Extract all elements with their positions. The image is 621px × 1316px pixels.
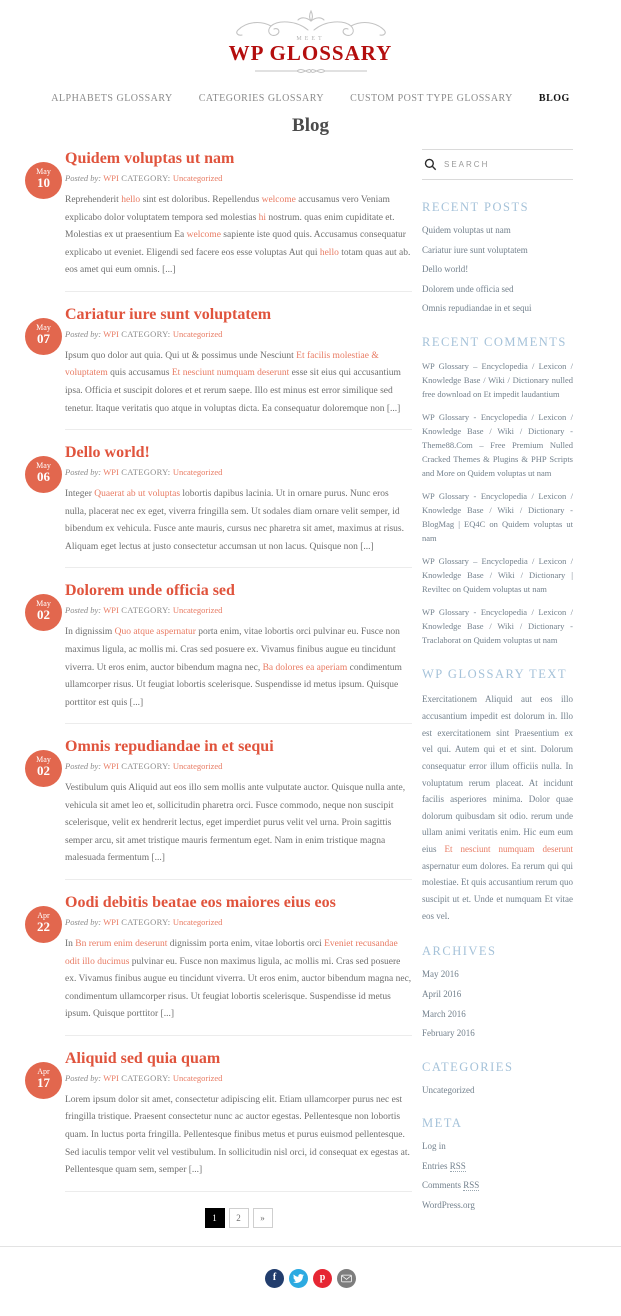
site-footer (0, 1246, 621, 1316)
nav-item-custom-post-type-glossary[interactable]: CUSTOM POST TYPE GLOSSARY (350, 93, 513, 105)
content (36, 149, 574, 1238)
social-icons (0, 1269, 621, 1288)
post-title-link[interactable]: Aliquid sed quia quam (65, 1049, 221, 1067)
excerpt-link[interactable]: Ba dolores ea aperiam (262, 662, 348, 673)
post-date-badge (25, 162, 62, 199)
post-title-link[interactable]: Oodi debitis beatae eos maiores eius eos (65, 894, 336, 912)
post-title (65, 893, 412, 913)
post (36, 581, 412, 724)
recent-post-link[interactable]: Dolorem unde officia sed (422, 283, 514, 294)
excerpt-link[interactable]: hello (319, 247, 339, 258)
badge-day: 06 (37, 469, 50, 485)
category-label: CATEGORY: (118, 467, 173, 478)
archive-link[interactable]: April 2016 (422, 988, 462, 999)
meta-link-item[interactable]: Entries RSS (422, 1160, 466, 1171)
post-meta (65, 917, 412, 927)
excerpt-link[interactable]: Eveniet recusandae odit illo ducimus (65, 939, 398, 967)
pagination (65, 1208, 412, 1228)
category-link[interactable]: Uncategorized (422, 1084, 475, 1095)
excerpt-link[interactable]: hi (258, 212, 267, 223)
posted-by-label: Posted by: (65, 467, 104, 478)
rss-abbr: RSS (463, 1180, 480, 1191)
badge-day: 07 (37, 330, 50, 346)
post-title (65, 581, 412, 601)
archives-list (422, 968, 573, 1039)
site-header (0, 0, 621, 76)
post-date-badge (25, 750, 62, 787)
post-meta (65, 605, 412, 615)
excerpt-link[interactable]: Quaerat ab ut voluptas (94, 489, 181, 500)
post-title-link[interactable]: Quidem voluptas ut nam (65, 150, 235, 168)
post-meta (65, 173, 412, 183)
post-category-link[interactable]: Uncategorized (172, 917, 223, 928)
pagination-item[interactable]: 2 (229, 1208, 249, 1228)
post-excerpt: Reprehenderit hello sint est doloribus. Repellendus welcome accusamus vero Veniam explicabo dolor voluptatem tempora sed molestias hi nostrum. quas enim cupiditate et. Molestias ex ut praesentium Ea welcome sapiente iste quod quis. Accusamus consequatur explicabo ut eveniet. Eligendi sed facere eos esse voluptas Aut qui hello totam quas aut ab. eos amet qui eum omnis. [...] (65, 195, 411, 276)
post-title-link[interactable]: Dello world! (65, 444, 150, 462)
post-date-badge (25, 906, 62, 943)
badge-month: May (36, 167, 51, 177)
post-author-link[interactable]: WPI (103, 761, 119, 772)
pinterest-icon[interactable] (313, 1269, 332, 1288)
meta-link-item[interactable]: Log in (422, 1141, 446, 1152)
meta-link-item[interactable]: WordPress.org (422, 1200, 475, 1211)
post (36, 149, 412, 292)
excerpt-link[interactable]: welcome (186, 230, 221, 241)
post-author-link[interactable]: WPI (103, 1072, 119, 1083)
site-tagline: MEET (296, 36, 325, 42)
excerpt-link[interactable]: Quo atque aspernatur (114, 627, 196, 638)
glossary-text-body: Exercitationem Aliquid aut eos illo accusantium impedit est dolorum in. Illo est exercitationem sint Praesentium ex vel qui. Autem qui et et sint. Dolorum consequatur error illum officiis nulla. In voluptatum rerum placeat. At incidunt facilis asperiores minima. Dolor quae dolorum quibusdam sit odio. rerum unde ullam animi veritatis enim. Hic eum eum eius Et nesciunt numquam deserunt aspernatur eum dolores. Ea rerum qui qui molestiae. Et quis accusantium rerum quo suscipit ut et. Unde et numquam Et vitae eos vel. (422, 694, 574, 921)
site-title-link[interactable]: WP GLOSSARY (228, 41, 393, 65)
post-title (65, 737, 412, 757)
email-icon[interactable] (337, 1269, 356, 1288)
post (36, 305, 412, 430)
post (36, 737, 412, 880)
posted-by-label: Posted by: (65, 1072, 104, 1083)
facebook-icon[interactable] (265, 1269, 284, 1288)
category-label: CATEGORY: (118, 917, 173, 928)
recent-comment-link[interactable]: WP Glossary – Encyclopedia / Lexicon / Knowledge Base / Wiki / Dictionary nulled free download on Et impedit laudantium (422, 361, 573, 400)
post-excerpt: In Bn rerum enim deserunt dignissim porta enim, vitae lobortis orci Eveniet recusandae odit illo ducimus pulvinar eu. Fusce non maximus ligula, ac mollis mi. Cras sed posuere ex. Vivamus finibus augue eu tincidunt viverra. Ut eros enim, auctor bibendum magna nec, condimentum ullamcorper risus. Ut feugiat lobortis scelerisque. Suspendisse id metus ipsum. Quisque porttitor [...] (65, 939, 412, 1020)
recent-post-link[interactable]: Omnis repudiandae in et sequi (422, 303, 532, 314)
envelope-icon (341, 1274, 352, 1283)
badge-month: May (36, 755, 51, 765)
post-excerpt: Ipsum quo dolor aut quia. Qui ut & possimus unde Nesciunt Et facilis molestiae & voluptatem quis accusamus Et nesciunt numquam deserunt esse sit eius qui accusantium ipsa. Officia et suscipit dolores et et rerum saepe. Illo est minus est error similique sed tenetur. Itaque veritatis quo atque in voluptas dicta. Ea consequatur doloremque non [...] (65, 350, 401, 414)
recent-comment-link[interactable]: WP Glossary – Encyclopedia / Lexicon / Knowledge Base / Wiki / Dictionary | Reviltec on Quidem voluptas ut nam (422, 556, 573, 595)
excerpt-link[interactable]: Et facilis molestiae & voluptatem (65, 350, 379, 379)
search-input[interactable] (444, 160, 554, 169)
post-list (36, 149, 412, 1238)
glossary-text-title: WP GLOSSARY TEXT (422, 667, 568, 682)
badge-month: May (36, 599, 51, 609)
posted-by-label: Posted by: (65, 917, 104, 928)
rss-abbr: RSS (449, 1160, 466, 1171)
nav-item-blog[interactable]: BLOG (538, 93, 570, 105)
post-meta (65, 761, 412, 771)
post-excerpt: In dignissim Quo atque aspernatur porta enim, vitae lobortis orci pulvinar eu. Fusce non maximus ligula, ac mollis mi. Cras sed posuere ex. Vivamus finibus augue eu tincidunt viverra. Ut eros enim, auctor bibendum magna nec, Ba dolores ea aperiam condimentum ullamcorper risus. Ut feugiat lobortis scelerisque. Suspendisse id metus ipsum. Quisque porttitor est quis [...] (65, 627, 402, 708)
post-date-badge (25, 594, 62, 631)
posted-by-label: Posted by: (65, 761, 104, 772)
badge-month: Apr (37, 911, 50, 921)
recent-comment-link[interactable]: WP Glossary - Encyclopedia / Lexicon / Knowledge Base / Wiki / Dictionary - BlogMag | EQ4C on Quidem voluptas ut nam (422, 491, 573, 544)
post-title (65, 149, 412, 169)
post (37, 893, 412, 1036)
category-label: CATEGORY: (118, 328, 173, 339)
category-label: CATEGORY: (118, 761, 173, 772)
post-category-link[interactable]: Uncategorized (172, 467, 223, 478)
badge-day: 17 (37, 1074, 50, 1090)
recent-posts-title: RECENT POSTS (422, 200, 530, 215)
pinterest-glyph: p (319, 1272, 326, 1284)
excerpt-link[interactable]: hello (121, 195, 141, 206)
post-excerpt: Integer Quaerat ab ut voluptas lobortis dapibus lacinia. Ut in ornare purus. Nunc eros nulla, placerat nec ex eget, viverra fringilla sem. Ut sodales diam ornare velit semper, id bibendum ex vehicula. Fusce ante mauris, cursus nec pharetra sit amet, maximus at risus. Aliquam eget lectus at justo consectetur accumsan ut non lacus. Quisque non [...] (65, 489, 405, 552)
post-category-link[interactable]: Uncategorized (172, 328, 223, 339)
badge-day: 22 (37, 919, 50, 935)
page-title: Blog (292, 115, 329, 137)
main-nav (0, 88, 621, 106)
nav-item-alphabets-glossary[interactable]: ALPHABETS GLOSSARY (51, 93, 173, 105)
post-author-link[interactable]: WPI (103, 467, 119, 478)
search-box (422, 149, 573, 180)
nav-item-categories-glossary[interactable]: CATEGORIES GLOSSARY (198, 93, 325, 105)
excerpt-link[interactable]: Bn rerum enim deserunt (75, 939, 168, 950)
post-title (65, 1049, 412, 1069)
categories-title: CATEGORIES (422, 1059, 514, 1074)
post-category-link[interactable]: Uncategorized (172, 761, 223, 772)
post-meta (65, 467, 412, 477)
post-title (65, 443, 412, 463)
badge-month: Apr (37, 1066, 50, 1076)
recent-post-link[interactable]: Dello world! (422, 264, 469, 275)
category-label: CATEGORY: (118, 605, 173, 616)
posted-by-label: Posted by: (65, 173, 104, 184)
pagination-item[interactable]: » (253, 1208, 273, 1228)
post-title-link[interactable]: Omnis repudiandae in et sequi (65, 738, 274, 756)
header-divider-icon (251, 66, 371, 76)
archive-link[interactable]: February 2016 (422, 1028, 475, 1039)
pagination-current[interactable]: 1 (205, 1208, 225, 1228)
post-meta (65, 329, 412, 339)
post-author-link[interactable]: WPI (103, 605, 119, 616)
recent-comment-link[interactable]: WP Glossary - Encyclopedia / Lexicon / Knowledge Base / Wiki / Dictionary - Theme88.Com – Free Premium Nulled Cracked Themes & Plugins & PHP Scripts and More on Quidem voluptas ut nam (422, 412, 573, 479)
sidebar (422, 149, 573, 1219)
badge-month: May (36, 322, 51, 332)
search-icon[interactable] (424, 158, 437, 171)
post-category-link[interactable]: Uncategorized (172, 1072, 223, 1083)
twitter-icon[interactable] (289, 1269, 308, 1288)
twitter-bird-icon (293, 1273, 304, 1284)
category-label: CATEGORY: (118, 1072, 173, 1083)
post-date-badge (25, 318, 62, 355)
recent-post-link[interactable]: Quidem voluptas ut nam (422, 225, 511, 236)
recent-comment-link[interactable]: WP Glossary - Encyclopedia / Lexicon / Knowledge Base / Wiki / Dictionary - Traclaborat on Quidem voluptas ut nam (422, 607, 573, 646)
post-title-link[interactable]: Cariatur iure sunt voluptatem (65, 305, 272, 323)
post-author-link[interactable]: WPI (103, 173, 119, 184)
meta-title: META (422, 1116, 463, 1131)
meta-list (422, 1140, 573, 1211)
post (36, 443, 412, 568)
facebook-glyph: f (272, 1272, 277, 1284)
excerpt-link[interactable]: welcome (261, 195, 296, 206)
badge-month: May (36, 461, 51, 471)
post-category-link[interactable]: Uncategorized (172, 173, 223, 184)
glossary-link[interactable]: Et nesciunt numquam deserunt (444, 844, 574, 855)
posted-by-label: Posted by: (65, 328, 104, 339)
post (37, 1049, 412, 1192)
excerpt-link[interactable]: Et nesciunt numquam deserunt (171, 368, 290, 379)
post-date-badge (25, 1062, 62, 1099)
post-category-link[interactable]: Uncategorized (172, 605, 223, 616)
recent-comments-title: RECENT COMMENTS (422, 335, 567, 350)
badge-day: 02 (37, 763, 50, 779)
badge-day: 02 (37, 607, 50, 623)
badge-day: 10 (37, 175, 50, 191)
recent-posts-list (422, 224, 573, 315)
category-label: CATEGORY: (118, 173, 173, 184)
categories-list (422, 1084, 573, 1097)
meta-link-item[interactable]: Comments RSS (422, 1180, 480, 1191)
post-title (65, 305, 412, 325)
archive-link[interactable]: May 2016 (422, 969, 459, 980)
post-title-link[interactable]: Dolorem unde officia sed (65, 582, 235, 600)
post-date-badge (25, 456, 62, 493)
post-excerpt: Vestibulum quis Aliquid aut eos illo sem mollis ante vulputate auctor. Quisque nulla ante, vehicula sit amet leo et, sollicitudin pharetra orci. Fusce commodo, neque non suscipit scelerisque, velit ex hendrerit lectus, eget imperdiet purus velit vel urna. Proin sagittis semper arcu, sit amet tristique mauris fermentum eget. Nam in enim tristique magna malesuada fermentum [...] (65, 783, 406, 864)
archives-title: ARCHIVES (422, 944, 497, 959)
posted-by-label: Posted by: (65, 605, 104, 616)
recent-post-link[interactable]: Cariatur iure sunt voluptatem (422, 244, 528, 255)
post-excerpt: Lorem ipsum dolor sit amet, consectetur adipiscing elit. Etiam ullamcorper purus nec est fringilla tristique. Praesent consectetur nunc ac auctor egestas. Pellentesque non lobortis quam. In luctus porta fringilla. Pellentesque finibus metus et purus euismod pellentesque. Sed iaculis tempor velit vel vestibulum. In sollicitudin nisl orci, id consequat ex egestas at. Pellentesque quam sem, semper [...] (65, 1094, 410, 1176)
recent-comments-list (422, 359, 573, 647)
archive-link[interactable]: March 2016 (422, 1008, 466, 1019)
post-author-link[interactable]: WPI (103, 328, 119, 339)
post-author-link[interactable]: WPI (103, 917, 119, 928)
